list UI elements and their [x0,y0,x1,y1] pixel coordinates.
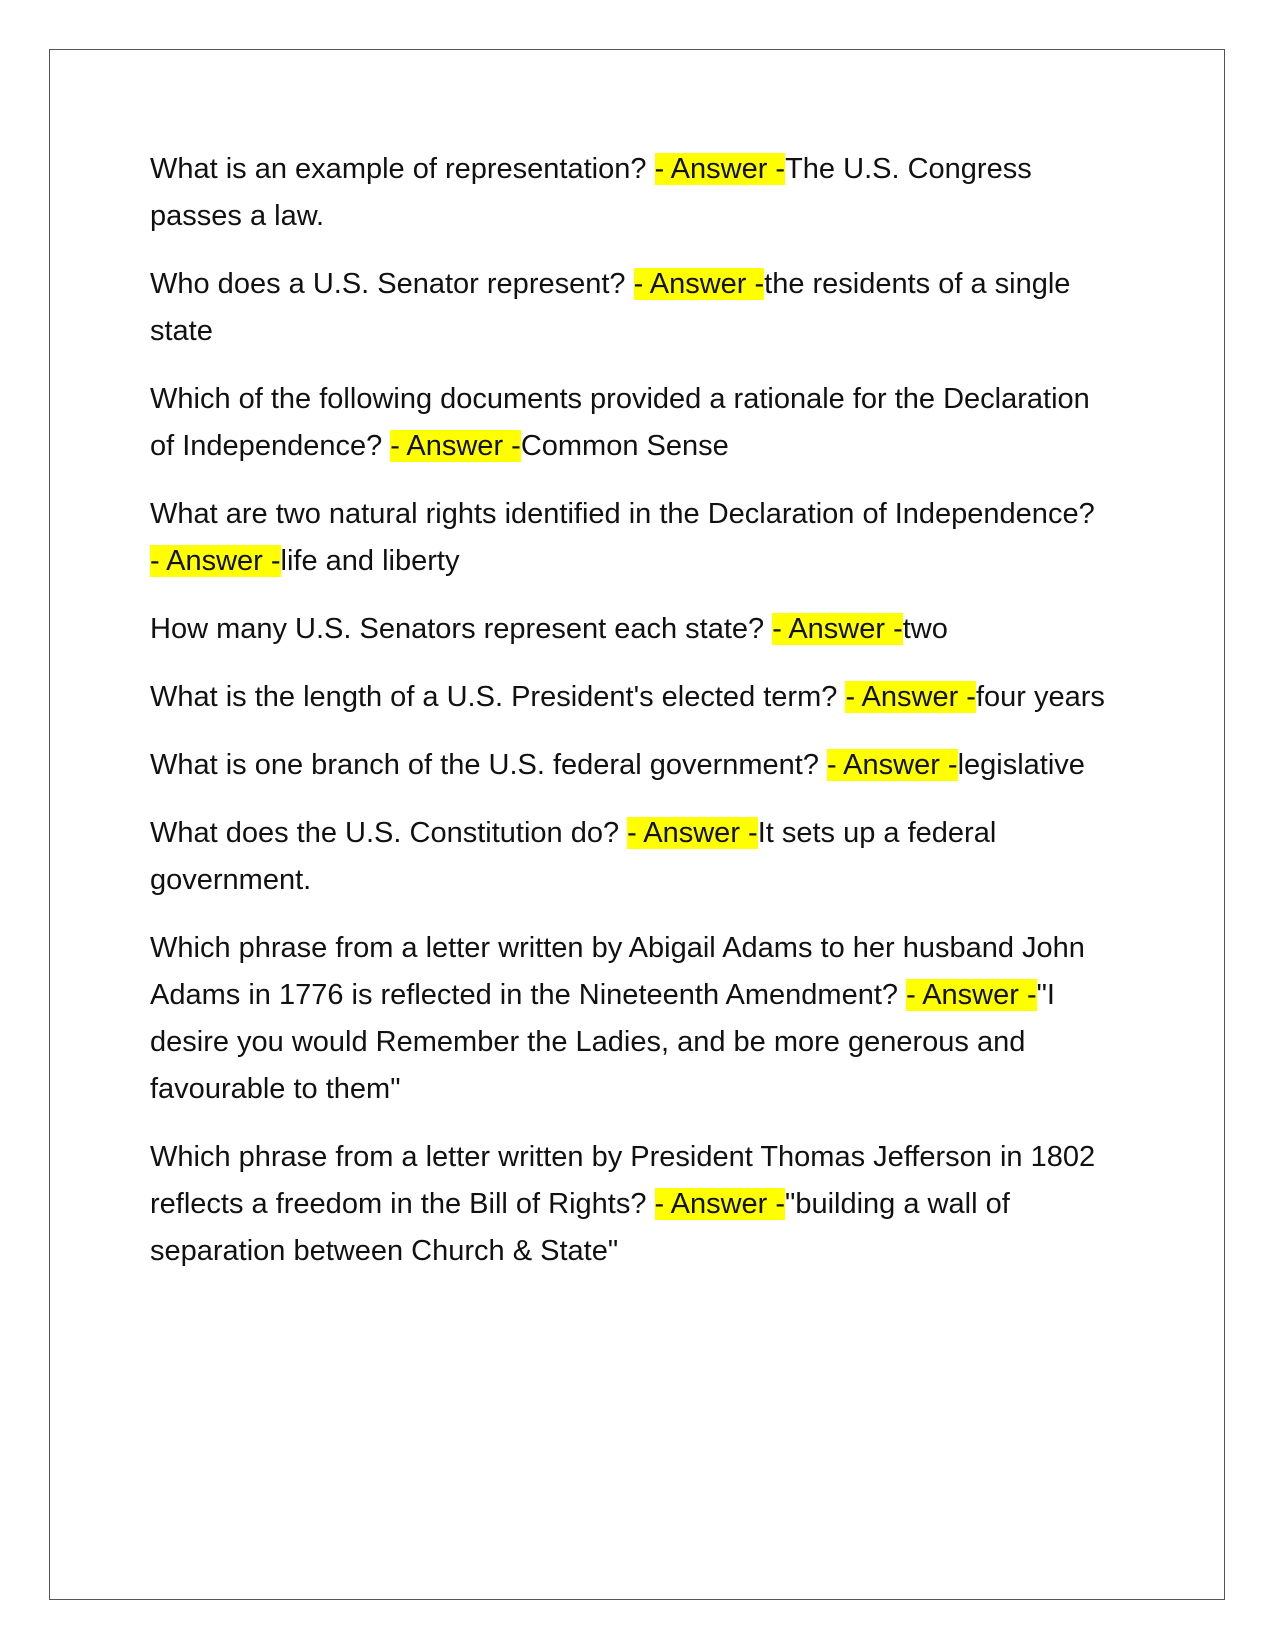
answer-text: legislative [957,749,1085,781]
question-text: How many U.S. Senators represent each state? [150,613,773,645]
qa-item-5 [150,606,1110,653]
qa-item-8 [150,810,1110,904]
answer-highlight: - Answer - [772,613,903,645]
answer-highlight: - Answer - [906,979,1037,1011]
answer-highlight: - Answer - [390,430,521,462]
answer-highlight: - Answer - [150,545,281,577]
answer-highlight: - Answer - [827,749,958,781]
question-text: What are two natural rights identified in the Declaration of Independence? [150,498,1095,530]
answer-text: four years [975,681,1105,713]
document-body [150,146,1110,1296]
answer-highlight: - Answer - [654,1188,786,1220]
answer-text: "I desire you would Remember the Ladies, and be more generous and favourable to them" [150,979,1055,1105]
question-text: What does the U.S. Constitution do? [150,817,628,849]
question-text: Who does a U.S. Senator represent? [150,268,634,300]
answer-text: the residents of a single state [150,268,1071,347]
question-text: Which phrase from a letter written by Abigail Adams to her husband John Adams in 1776 is reflected in the Nineteenth Amendment? [150,932,1085,1011]
question-text: Which phrase from a letter written by President Thomas Jefferson in 1802 reflects a freedom in the Bill of Rights? [150,1141,1096,1220]
answer-text: life and liberty [280,545,460,577]
question-text: What is an example of representation? [150,153,655,185]
answer-highlight: - Answer - [845,681,976,713]
qa-item-9 [150,925,1110,1113]
qa-item-10 [150,1134,1110,1275]
qa-item-3 [150,376,1110,470]
qa-item-4 [150,491,1110,585]
answer-text: Common Sense [520,430,729,462]
answer-text: two [902,613,948,645]
answer-highlight: - Answer - [654,153,786,185]
qa-item-1 [150,146,1110,240]
qa-item-6 [150,674,1110,721]
answer-text: "building a wall of separation between Church & State" [150,1188,1010,1267]
qa-item-7 [150,742,1110,789]
qa-item-2 [150,261,1110,355]
question-text: What is the length of a U.S. President's elected term? [150,681,846,713]
answer-text: The U.S. Congress passes a law. [150,153,1032,232]
question-text: What is one branch of the U.S. federal government? [150,749,828,781]
answer-highlight: - Answer - [627,817,758,849]
answer-highlight: - Answer - [633,268,765,300]
question-text: Which of the following documents provided a rationale for the Declaration of Independence? [150,383,1090,462]
answer-text: It sets up a federal government. [150,817,997,896]
